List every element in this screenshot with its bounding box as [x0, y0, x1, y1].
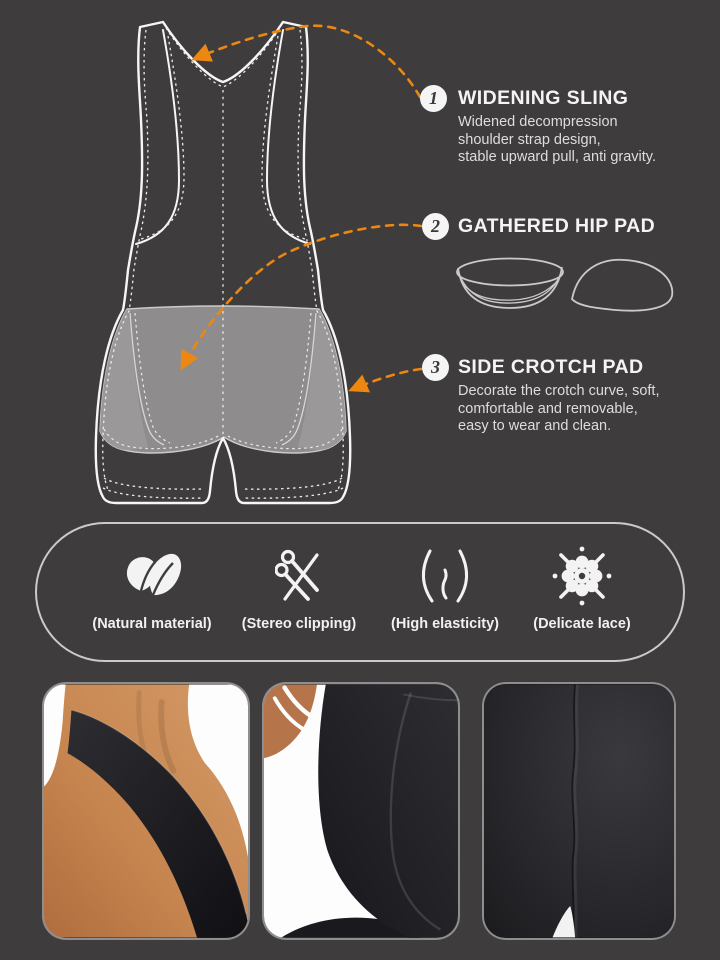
feature-natural-material [77, 544, 227, 632]
callout-2-number: 2 [431, 216, 440, 236]
callout-3-number: 3 [431, 357, 440, 377]
callout-3-description [458, 383, 659, 436]
callout-1-description [458, 114, 656, 167]
callout-3-line: easy to wear and clean. [458, 418, 612, 434]
callout-1-title: WIDENING SLING [458, 87, 629, 109]
feature-delicate-lace [507, 544, 657, 632]
features-banner [35, 522, 685, 662]
callout-3-title: SIDE CROTCH PAD [458, 356, 644, 378]
scissors-icon [224, 544, 374, 608]
callout-3-line: Decorate the crotch curve, soft, [458, 383, 660, 399]
arrow-to-side-pad [351, 369, 421, 390]
feature-label: (Delicate lace) [533, 616, 631, 632]
feature-label: (Natural material) [92, 616, 212, 632]
callout-1-line: stable upward pull, anti gravity. [458, 149, 657, 165]
feature-label: (High elasticity) [391, 616, 499, 632]
callout-1-line: shoulder strap design, [458, 131, 601, 148]
callout-1-number: 1 [429, 88, 438, 108]
callout-1-line: Widened decompression [458, 114, 618, 130]
callout-2-title: GATHERED HIP PAD [458, 215, 656, 237]
callout-3-line: comfortable and removable, [458, 400, 638, 417]
feature-high-elasticity [370, 544, 520, 632]
callout-2-badge [422, 213, 449, 240]
feature-label: (Stereo clipping) [241, 616, 357, 632]
callout-1-badge [420, 85, 447, 112]
callout-3-badge [422, 354, 449, 381]
shorts-back-seam-photo [482, 682, 676, 940]
hip-pad-sketches [457, 259, 672, 311]
shoulder-strap-back-photo [42, 682, 250, 940]
leaves-icon [77, 544, 227, 608]
feature-stereo-clipping [224, 544, 374, 632]
hip-pad-side-photo [262, 682, 460, 940]
body-curves-icon [370, 544, 520, 608]
lace-flower-icon [507, 544, 657, 608]
